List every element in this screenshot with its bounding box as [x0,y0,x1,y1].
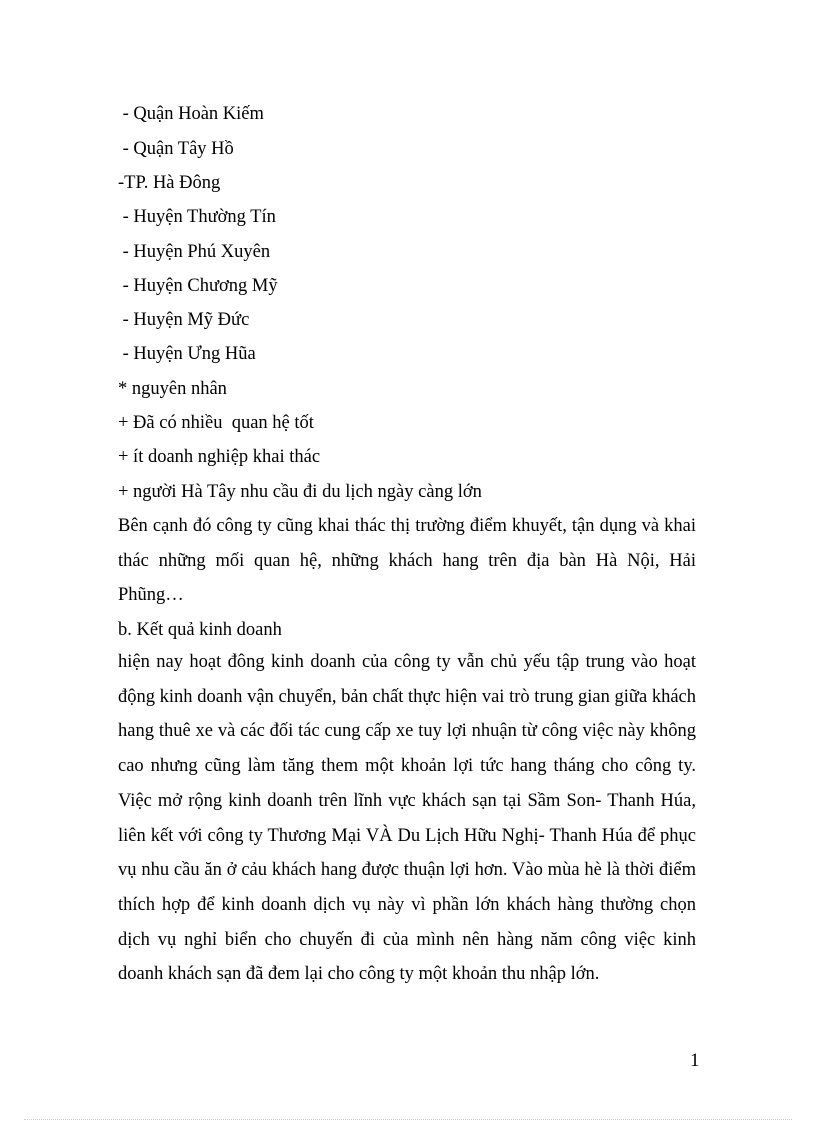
list-line: - Huyện Ưng Hũa [118,344,256,364]
list-line: + người Hà Tây nhu cầu đi du lịch ngày càng lớn [118,482,482,502]
paragraph-business-results: hiện nay hoạt đông kinh doanh của công ty vẫn chủ yếu tập trung vào hoạt động kinh doanh vận chuyển, bản chất thực hiện vai trò trung gian giữa khách hang thuê xe và các đối tác cung cấp xe tuy lợi nhuận từ công việc này không cao nhưng cũng làm tăng them một khoản lợi tức hang tháng cho công ty. Việc mở rộng kinh doanh trên lĩnh vực khách sạn tại Sầm Son- Thanh Húa, liên kết với công ty Thương Mại VÀ Du Lịch Hữu Nghị- Thanh Húa để phục vụ nhu cầu ăn ở cảu khách hang được thuận lợi hơn. Vào mùa hè là thời điểm thích hợp để kinh doanh dịch vụ này vì phần lớn khách hàng thường chọn dịch vụ nghỉ biển cho chuyến đi của mình nên hàng năm công việc kinh doanh khách sạn đã đem lại cho công ty một khoản thu nhập lớn. [118,652,696,985]
list-line: + ít doanh nghiệp khai thác [118,447,321,467]
list-line: + Đã có nhiều quan hệ tốt [118,413,314,433]
list-line: - Huyện Mỹ Đức [118,310,250,330]
page-bottom-rule [24,1119,792,1120]
list-line: - Quận Tây Hồ [118,139,234,159]
paragraph-markets: Bên cạnh đó công ty cũng khai thác thị trường điểm khuyết, tận dụng và khai thác những mối quan hệ, những khách hang trên địa bàn Hà Nội, Hải Phũng… [118,516,696,606]
page-number: 1 [690,1050,700,1071]
list-line: -TP. Hà Đông [118,173,221,193]
list-line: - Huyện Thường Tín [118,207,276,227]
section-heading: b. Kết quả kinh doanh [118,620,282,640]
list-line: * nguyên nhân [118,379,227,399]
list-line: - Quận Hoàn Kiếm [118,104,264,124]
list-line: - Huyện Phú Xuyên [118,242,271,262]
list-line: - Huyện Chương Mỹ [118,276,278,296]
